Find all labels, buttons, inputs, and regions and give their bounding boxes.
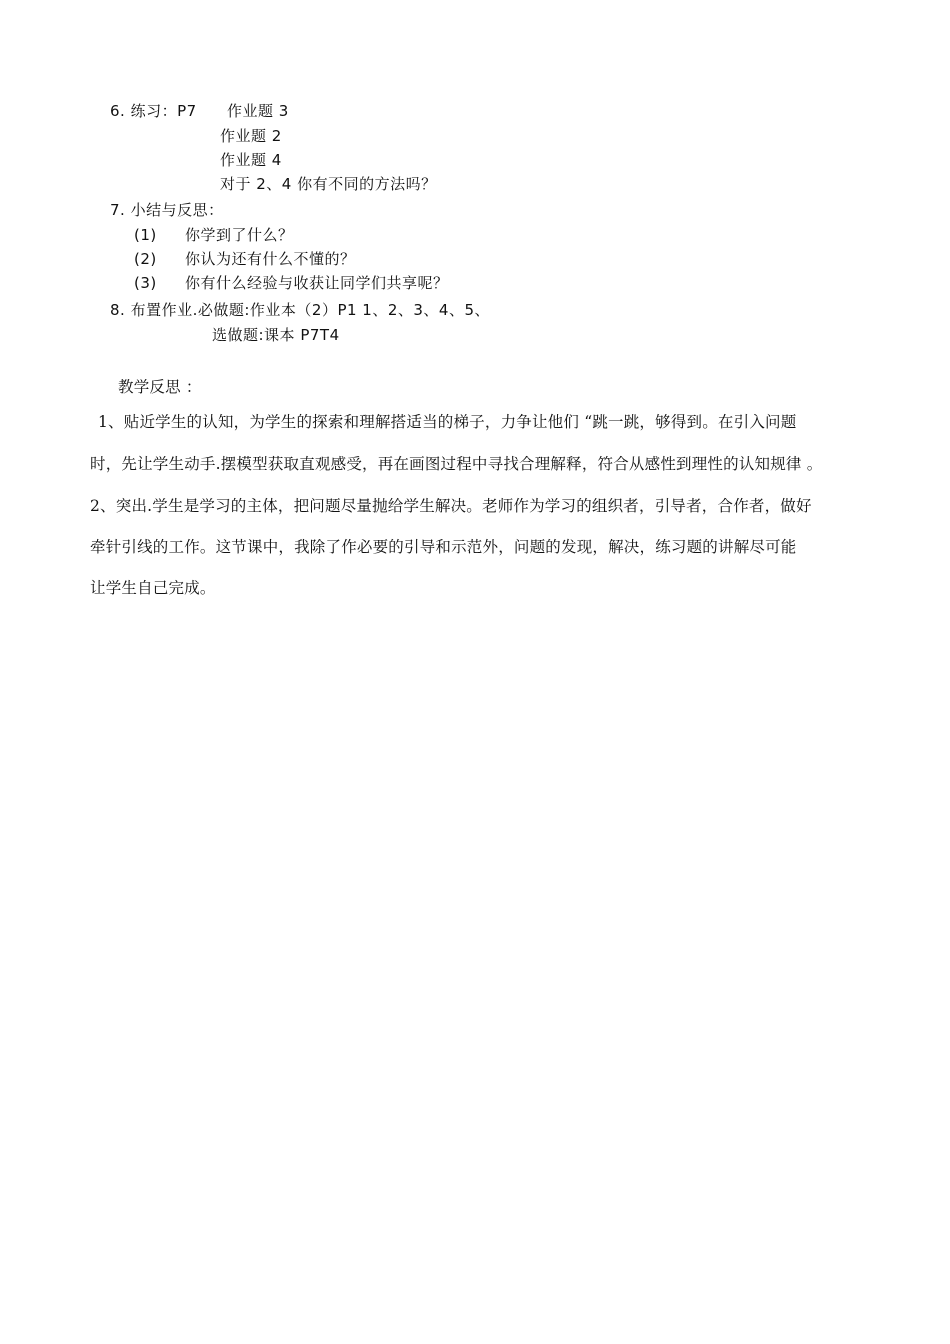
section8-line1: 8. 布置作业.必做题:作业本（2）P1 1、2、3、4、5、 [110, 301, 491, 319]
section7-q1-number: (1) [134, 226, 157, 244]
section7-q1: 你学到了什么？ [185, 226, 294, 244]
section6-label: 6. 练习：P7 [110, 102, 197, 120]
section6-item3: 作业题 4 [220, 151, 282, 169]
section7-q3-number: (3) [134, 274, 157, 292]
section8-line2: 选做题:课本 P7T4 [212, 326, 340, 344]
section6-item2: 作业题 2 [220, 127, 282, 145]
reflection-p2-line2: 牵针引线的工作。这节课中，我除了作必要的引导和示范外，问题的发现，解决，练习题的讲解尽可能 [90, 538, 797, 556]
reflection-p2-line3: 让学生自己完成。 [90, 579, 216, 597]
reflection-p1-line1: 1、贴近学生的认知，为学生的探索和理解搭适当的梯子，力争让他们 “跳一跳，够得到。在引入问题 [98, 413, 797, 431]
reflection-p2-line1: 2、突出.学生是学习的主体，把问题尽量抛给学生解决。老师作为学习的组织者，引导者，合作者，做好 [90, 497, 812, 515]
section7-q2: 你认为还有什么不懂的？ [185, 250, 356, 268]
section7-q2-number: (2) [134, 250, 157, 268]
section6-item1: 作业题 3 [227, 102, 289, 120]
reflection-title: 教学反思 ： [118, 378, 202, 396]
reflection-p1-line2: 时，先让学生动手.摆模型获取直观感受，再在画图过程中寻找合理解释，符合从感性到理性的认知规律 。 [90, 455, 823, 473]
section7-q3: 你有什么经验与收获让同学们共享呢？ [185, 274, 449, 292]
section7-label: 7. 小结与反思： [110, 201, 224, 219]
section6-question: 对于 2、4 你有不同的方法吗？ [220, 175, 437, 193]
